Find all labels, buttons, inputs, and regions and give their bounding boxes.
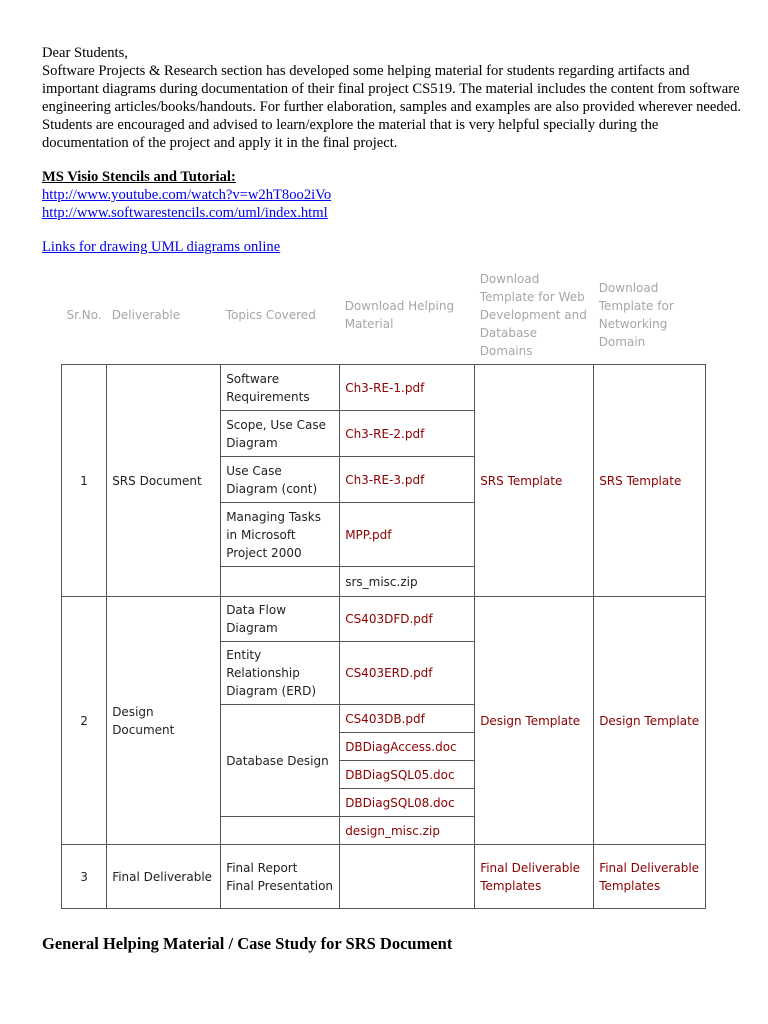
final-web-template-cell — [475, 845, 594, 909]
design-web-template-link[interactable]: Design Template — [480, 713, 581, 728]
design-file-link[interactable] — [340, 705, 475, 733]
final-deliverable: Final Deliverable — [107, 845, 221, 909]
final-net-template-link[interactable]: Final Deliverable Templates — [599, 860, 700, 893]
final-report-topic: Final Report — [226, 860, 298, 875]
youtube-link[interactable]: http://www.youtube.com/watch?v=w2hT8oo2iVo — [42, 187, 332, 203]
srs-web-template-cell — [475, 365, 594, 597]
visio-heading: MS Visio Stencils and Tutorial: — [42, 169, 236, 185]
srs-file-link[interactable] — [340, 457, 475, 503]
design-web-template-cell — [475, 597, 594, 845]
srs-net-template-link[interactable]: SRS Template — [599, 473, 682, 488]
file-link[interactable]: CS403ERD.pdf — [345, 666, 433, 680]
design-topic-empty — [221, 817, 340, 845]
design-deliverable: Design Document — [107, 597, 221, 845]
final-topics — [221, 845, 340, 909]
greeting: Dear Students, — [42, 45, 128, 61]
table-header-row — [62, 266, 706, 365]
srs-web-template-link[interactable]: SRS Template — [480, 473, 563, 488]
srs-topic: Software Requirements — [221, 365, 340, 411]
final-web-template-link[interactable]: Final Deliverable Templates — [480, 860, 581, 893]
final-number: 3 — [62, 845, 107, 909]
design-net-template-link[interactable]: Design Template — [599, 713, 700, 728]
file-link[interactable]: Ch3-RE-3.pdf — [345, 472, 425, 487]
case-study-heading: General Helping Material / Case Study for SRS Document — [42, 934, 453, 953]
file-link[interactable]: srs_misc.zip — [345, 574, 418, 589]
final-file-empty — [340, 845, 475, 909]
table-row — [62, 597, 706, 642]
file-link[interactable]: Ch3-RE-1.pdf — [345, 380, 425, 395]
final-presentation-topic: Final Presentation — [226, 878, 334, 893]
srs-topic: Managing Tasks in Microsoft Project 2000 — [221, 503, 340, 567]
design-topic: Database Design — [221, 705, 340, 817]
table-row — [62, 365, 706, 411]
intro-paragraph: Software Projects & Research section has developed some helping material for students regarding artifacts and important diagrams during documentation of their final project CS519. The material includes the content from software engineering articles/books/handouts. For further elaboration, samples and examples are also provided wherever needed. Students are encouraged and advised to learn/explore the material that is very helpful specially during the documentation of the project and apply it in the final project. — [42, 63, 742, 151]
design-topic: Entity Relationship Diagram (ERD) — [221, 642, 340, 705]
design-topic: Data Flow Diagram — [221, 597, 340, 642]
design-file-link[interactable] — [340, 642, 475, 705]
file-link[interactable]: DBDiagAccess.doc — [345, 739, 457, 754]
uml-diagrams-link[interactable]: Links for drawing UML diagrams online — [42, 239, 281, 255]
srs-topic: Use Case Diagram (cont) — [221, 457, 340, 503]
header-deliverable: Deliverable — [111, 308, 181, 322]
header-topics: Topics Covered — [225, 308, 316, 322]
file-link[interactable]: Ch3-RE-2.pdf — [345, 426, 425, 441]
srs-topic — [221, 567, 340, 597]
design-number: 2 — [62, 597, 107, 845]
design-file-link[interactable] — [340, 761, 475, 789]
srs-number: 1 — [62, 365, 107, 597]
file-link[interactable]: CS403DB.pdf — [345, 711, 425, 726]
srs-net-template-cell — [594, 365, 706, 597]
file-link[interactable]: DBDiagSQL05.doc — [345, 767, 455, 782]
table-row — [62, 845, 706, 909]
design-net-template-cell — [594, 597, 706, 845]
design-file-link[interactable] — [340, 733, 475, 761]
design-file-link[interactable] — [340, 597, 475, 642]
header-helping-material: Download Helping Material — [344, 299, 455, 331]
header-web-template: Download Template for Web Development and Database Domains — [479, 272, 587, 358]
srs-topic: Scope, Use Case Diagram — [221, 411, 340, 457]
design-misc-link[interactable] — [340, 817, 475, 845]
header-net-template: Download Template for Networking Domain — [598, 281, 674, 349]
header-srno: Sr.No. — [66, 308, 102, 322]
srs-misc-link[interactable] — [340, 567, 475, 597]
file-link[interactable]: design_misc.zip — [345, 823, 440, 838]
design-file-link[interactable] — [340, 789, 475, 817]
srs-deliverable: SRS Document — [107, 365, 221, 597]
srs-file-link[interactable] — [340, 503, 475, 567]
srs-file-link[interactable] — [340, 411, 475, 457]
file-link[interactable]: CS403DFD.pdf — [345, 612, 433, 626]
final-net-template-cell — [594, 845, 706, 909]
softwarestencils-link[interactable]: http://www.softwarestencils.com/uml/index.html — [42, 205, 328, 221]
file-link[interactable]: DBDiagSQL08.doc — [345, 795, 455, 810]
srs-file-link[interactable] — [340, 365, 475, 411]
deliverables-table — [61, 266, 706, 909]
intro-section — [42, 44, 742, 256]
file-link[interactable]: MPP.pdf — [345, 527, 392, 542]
